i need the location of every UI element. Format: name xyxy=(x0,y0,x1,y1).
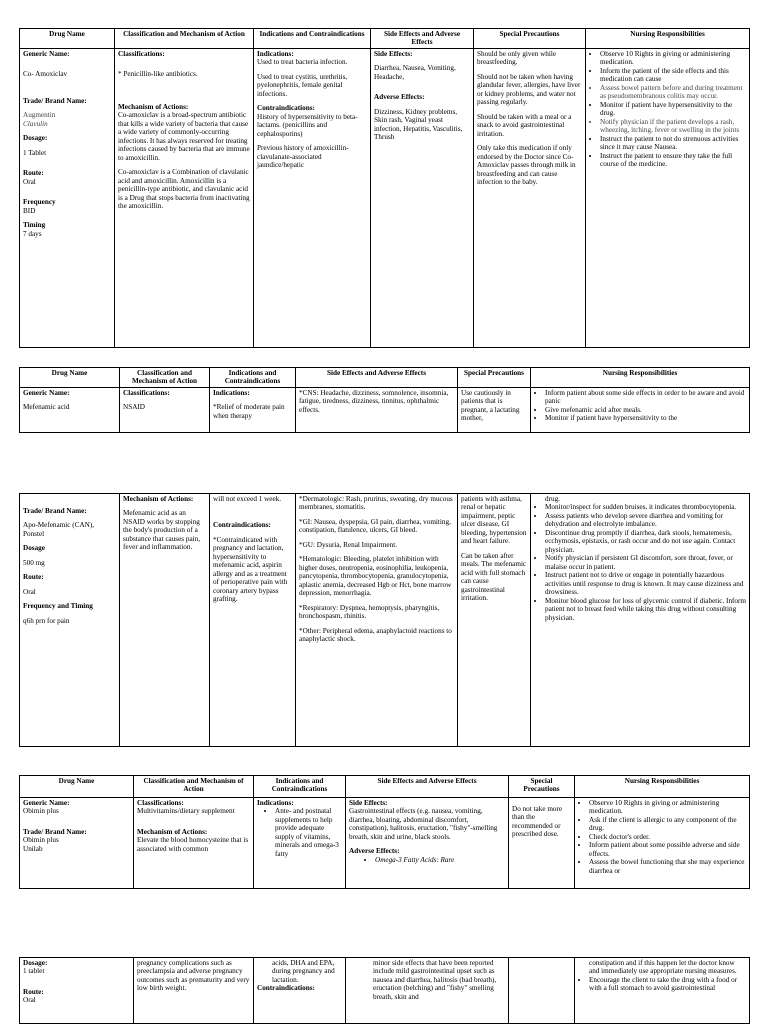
side-effects-cell xyxy=(346,958,509,1024)
class-label: Classifications: xyxy=(118,49,165,58)
header-precautions: Special Precautions xyxy=(509,776,575,798)
brand-label: Trade/ Brand Name: xyxy=(23,507,87,515)
header-side-effects: Side Effects and Adverse Effects xyxy=(371,29,474,49)
ae-label: Adverse Effects: xyxy=(374,93,425,102)
header-classification: Classification and Mechanism of Action xyxy=(134,776,254,798)
drug-table-mefenamic-2 xyxy=(19,493,750,747)
precautions-cell xyxy=(474,48,586,347)
header-drug-name: Drug Name xyxy=(20,29,115,49)
ind-label: Indications: xyxy=(257,49,294,58)
generic-value: Obimin plus xyxy=(23,807,59,816)
dosage-label: Dosage xyxy=(23,544,45,553)
brand-value-2: Clavulin xyxy=(23,119,48,128)
moa-text-1: Co-amoxiclav is a broad-spectrum antibiotic that kills a wide variety of bacteria that cause a wide variety of commonly-occurring infections. It has always reserved for treating infections caused by bacteria that are immune to amoxicillin. xyxy=(118,111,250,162)
ind-text-2: Used to treat cystitis, urethritis, pyelonephritis, female genital infections. xyxy=(257,72,348,98)
se-item: *GI: Nausea, dyspepsia, GI pain, diarrhea, vomiting, constipation, flatulence, ulcers, GI bleed. xyxy=(299,517,451,535)
list-item: • Assess bowel pattern before and during treatment as pseudomembranous colitis may occur. xyxy=(600,84,746,101)
frequency-label: Frequency and Timing xyxy=(23,602,93,611)
header-indications: Indications and Contraindications xyxy=(210,368,296,388)
nursing-cell xyxy=(531,494,750,747)
ae-list xyxy=(349,856,505,864)
header-precautions: Special Precautions xyxy=(474,29,586,49)
route-value: Oral xyxy=(23,177,36,186)
list-item: • Notify physician if the patient develops a rash, wheezing, itching, fever or swelling in the joints xyxy=(600,118,746,135)
list-item: • Monitor blood glucose for loss of glycemic control if diabetic. Inform patient not to breast feed while taking this drug without consulting physician. xyxy=(545,597,746,622)
se-item: *Other: Peripheral edema, anaphylactoid reactions to anaphylactic shock. xyxy=(299,626,452,644)
se-item: *Hematologic: Bleeding, platelet inhibition with higher doses, neutropenia, eosinophilia, leukopenia, pancytopenia, thrombocytopenia, granulocytopenia, aplastic anemia, decreased Hgb or Hct, bone marrow depression, menorrhagia. xyxy=(299,555,452,598)
dosage-label: Dosage: xyxy=(23,134,48,143)
generic-label: Generic Name: xyxy=(23,799,70,807)
list-item: • Assess patients who develop severe diarrhea and vomiting for dehydration and electrolyte imbalance. xyxy=(545,512,746,529)
ind-list xyxy=(257,807,342,858)
list-item: • Omega-3 Fatty Acids: Rare xyxy=(375,856,505,864)
nursing-list xyxy=(578,799,746,875)
list-item: • Monitor/inspect for sudden bruises, it indicates thrombocytopenia. xyxy=(545,503,746,511)
header-side-effects: Side Effects and Adverse Effects xyxy=(296,368,458,388)
list-item: • Instruct the patient to not do strenuous activities since it may cause Nausea. xyxy=(600,135,746,152)
se-label: Side Effects: xyxy=(374,49,413,58)
frequency-value: q6h prn for pain xyxy=(23,616,70,625)
side-effects-cell xyxy=(371,48,474,347)
sp-text-4: Only take this medication if only endorsed by the Doctor since Co-Amoxiclav passes through milk in breastfeeding and can cause infection to the baby. xyxy=(477,144,576,187)
ae-text: Dizziness, Kidney problems, Skin rash, Vaginal yeast infection, Hepatitis, Vasculitis, Thrush xyxy=(374,107,463,142)
list-item: • Notify physician if persistent GI discomfort, sore throat, fever, or malaise occur in patient. xyxy=(545,554,746,571)
drug-name-cell xyxy=(20,48,115,347)
header-classification: Classification and Mechanism of Action xyxy=(115,29,254,49)
list-item: • Observe 10 Rights in giving or administering medication. xyxy=(589,799,746,816)
contra-text-2: Previous history of amoxicillin-clavulanate-associated jaundice/hepatic xyxy=(257,144,349,170)
ind-label: Indications: xyxy=(257,799,294,807)
sp-text: Do not take more than the recommended or prescribed dose. xyxy=(512,805,563,839)
dosage-value: 1 Tablet xyxy=(23,148,47,157)
moa-text: Mefenamic acid as an NSAID works by stopping the body's production of a substance that causes pain, fever and inflammation. xyxy=(123,509,201,552)
drug-table-obimin-1 xyxy=(19,775,750,889)
drug-table-co-amoxiclav xyxy=(19,28,750,348)
nursing-cell xyxy=(586,48,750,347)
nursing-list xyxy=(534,503,746,622)
frequency-value: BID xyxy=(23,206,36,215)
drug-name-cell xyxy=(20,388,120,433)
classification-cell xyxy=(134,958,254,1024)
brand-label: Trade/ Brand Name: xyxy=(23,827,87,836)
moa-label: Mechanism of Actions: xyxy=(123,495,194,503)
ind-text: acids, DHA and EPA, during pregnancy and lactation. xyxy=(272,959,335,984)
se-text: Diarrhea, Nausea, Vomiting, Headache, xyxy=(374,64,456,81)
list-item: • Instruct patient not to drive or engage in potentially hazardous activities until response to drug is known. It may cause dizziness and drowsiness. xyxy=(545,571,746,596)
moa-label: Mechanism of Actions: xyxy=(137,827,208,836)
list-item: • Ante- and postnatal supplements to help provide adequate supply of vitamins, minerals and omega-3 fatty xyxy=(275,807,342,858)
nursing-list xyxy=(534,389,746,423)
route-value: Oral xyxy=(23,996,36,1005)
dosage-value: 1 tablet xyxy=(23,967,45,976)
route-value: Oral xyxy=(23,587,36,596)
timing-label: Timing xyxy=(23,221,46,230)
brand-value-1: Obimin plus xyxy=(23,836,59,845)
se-item: *Dermatologic: Rash, pruritus, sweating, dry mucous membranes, stomatitis. xyxy=(299,495,453,512)
side-effects-cell xyxy=(296,494,458,747)
sp-text-1: Should be only given while breastfeeding. xyxy=(477,49,557,67)
list-item: • Inform the patient of the side effects and this medication can cause xyxy=(600,67,746,84)
route-label: Route: xyxy=(23,573,44,582)
precautions-cell xyxy=(458,494,531,747)
drug-table-obimin-2 xyxy=(19,957,750,1024)
contra-label: Contraindications: xyxy=(257,984,315,993)
frequency-label: Frequency xyxy=(23,198,56,207)
nursing-lead: drug. xyxy=(545,495,560,503)
indications-cell xyxy=(254,48,371,347)
class-label: Classifications: xyxy=(137,799,184,807)
ind-text: *Relief of moderate pain when therapy xyxy=(213,403,285,420)
list-item: • Ask if the client is allergic to any component of the drug. xyxy=(589,816,746,833)
drug-name-cell xyxy=(20,798,134,889)
generic-label: Generic Name: xyxy=(23,389,70,397)
drug-table-mefenamic-1 xyxy=(19,367,750,433)
generic-value: Mefenamic acid xyxy=(23,403,70,412)
classification-cell xyxy=(115,48,254,347)
indications-cell xyxy=(254,958,346,1024)
header-side-effects: Side Effects and Adverse Effects xyxy=(346,776,509,798)
ind-text: will not exceed 1 week. xyxy=(213,495,282,503)
list-item: • Monitor if patient have hypersensitivity to the drug. xyxy=(600,101,746,118)
nursing-list xyxy=(589,50,746,169)
brand-label: Trade/ Brand Name: xyxy=(23,96,87,105)
route-label: Route: xyxy=(23,169,44,178)
header-nursing: Nursing Responsibilities xyxy=(586,29,750,49)
classification-cell xyxy=(134,798,254,889)
nursing-cell xyxy=(531,388,750,433)
header-drug-name: Drug Name xyxy=(20,368,120,388)
se-text: *CNS: Headache, dizziness, somnolence, insomnia, fatigue, tiredness, dizziness, tinnitus, ophthalmic effects. xyxy=(299,389,449,414)
se-item: *Respiratory: Dyspnea, hemoptysis, pharyngitis, bronchospasm, rhinitis. xyxy=(299,603,440,621)
classification-cell xyxy=(120,494,210,747)
list-item: • Instruct the patient to ensure they take the full course of the medicine. xyxy=(600,152,746,169)
drug-name-cell xyxy=(20,494,120,747)
class-text: * Penicillin-like antibiotics. xyxy=(118,70,198,79)
route-label: Route: xyxy=(23,987,44,996)
header-precautions: Special Precautions xyxy=(458,368,531,388)
moa-text: pregnancy complications such as preeclampsia and adverse pregnancy outcomes such as prematurity and very low birth weight. xyxy=(137,959,250,993)
side-effects-cell xyxy=(296,388,458,433)
nursing-cell xyxy=(575,958,750,1024)
contra-text-1: History of hypersensitivity to beta-lactams. (penicillins and cephalosporins) xyxy=(257,112,358,138)
moa-text-2: Co-amoxiclav is a Combination of clavulanic acid and amoxicillin. Amoxicillin is a penicillin-type antibiotic, and clavulanic acid is a Drug that stops bacteria from inactivating the amoxicillin. xyxy=(118,168,250,211)
ae-label: Adverse Effects: xyxy=(349,847,400,856)
nursing-lead: constipation and if this happen let the doctor know and immediately use appropriate nursing measures. xyxy=(589,959,737,976)
brand-value: Apo-Mefenamic (CAN), Ponstel xyxy=(23,521,95,538)
classification-cell xyxy=(120,388,210,433)
list-item: • Encourage the client to take the drug with a food or with a full stomach to avoid gastrointestinal xyxy=(589,976,746,993)
list-item: • Inform patient about some side effects in order to be aware and avoid panic xyxy=(545,389,746,406)
sp-text-2: Can be taken after meals. The mefenamic acid with full stomach can cause gastrointestinal irritation. xyxy=(461,551,527,603)
header-indications: Indications and Contraindications xyxy=(254,776,346,798)
nursing-list xyxy=(578,976,746,993)
sp-text: Use cautiously in patients that is pregnant, a lactating mother, xyxy=(461,389,520,423)
list-item: • Observe 10 Rights in giving or administering medication. xyxy=(600,50,746,67)
list-item: • Discontinue drug promptly if diarrhea, dark stools, hematemesis, ecchymosis, epistaxis, or rash occur and do not use again. Contact physician. xyxy=(545,529,746,554)
list-item: • Check doctor's order. xyxy=(589,833,746,841)
class-text: NSAID xyxy=(123,403,145,412)
header-nursing: Nursing Responsibilities xyxy=(531,368,750,388)
drug-name-cell xyxy=(20,958,134,1024)
precautions-cell xyxy=(509,798,575,889)
timing-value: 7 days xyxy=(23,229,42,238)
dosage-value: 500 mg xyxy=(23,558,45,567)
se-item: *GU: Dysuria, Renal Impairment. xyxy=(299,540,398,549)
moa-label: Mechanism of Actions: xyxy=(118,102,189,111)
se-text: minor side effects that have been reported include mild gastrointestinal upset such as nausea and diarrhea, halitosis (bad breath), eructation (belching) and "fishy" smelling breath, skin and xyxy=(373,959,497,1001)
brand-value-1: Augmentin xyxy=(23,111,56,120)
se-label: Side Effects: xyxy=(349,799,388,807)
header-classification: Classification and Mechanism of Action xyxy=(120,368,210,388)
indications-cell xyxy=(210,388,296,433)
side-effects-cell xyxy=(346,798,509,889)
list-item: • Inform patient about some possible adverse and side effects. xyxy=(589,841,746,858)
contra-label: Contraindications: xyxy=(213,521,271,530)
brand-value-2: Unilab xyxy=(23,844,43,853)
header-drug-name: Drug Name xyxy=(20,776,134,798)
list-item: • Assess the bowel functioning that she may experience diarrhea or xyxy=(589,858,746,875)
sp-text-2: Should not be taken when having glandular fever, allergies, have liver or kidney problems, and water not passing regularly. xyxy=(477,72,581,107)
moa-text: Elevate the blood homocysteine that is associated with common xyxy=(137,836,249,853)
dosage-label: Dosage: xyxy=(23,959,48,967)
precautions-cell xyxy=(509,958,575,1024)
sp-text-1: patients with asthma, renal or hepatic impairment, peptic ulcer disease, GI bleeding, hypertension and heart failure. xyxy=(461,495,527,546)
ind-text-1: Used to treat bacteria infection. xyxy=(257,58,348,67)
generic-label: Generic Name: xyxy=(23,49,70,58)
contra-label: Contraindications: xyxy=(257,104,315,113)
precautions-cell xyxy=(458,388,531,433)
nursing-cell xyxy=(575,798,750,889)
se-text: Gastrointestinal effects (e.g. nausea, vomiting, diarrhea, bloating, abdominal discomfort, constipation), halitosis, eructation, "fishy"-smelling breath, skin and urine, black stools. xyxy=(349,807,498,841)
indications-cell xyxy=(254,798,346,889)
ind-label: Indications: xyxy=(213,389,250,397)
header-indications: Indications and Contraindications xyxy=(254,29,371,49)
contra-text: *Contraindicated with pregnancy and lactation, hypersensitivity to mefenamic acid, aspirin allergy and as a treatment of perioperative pain with coronary artery bypass grafting. xyxy=(213,535,288,604)
header-nursing: Nursing Responsibilities xyxy=(575,776,750,798)
list-item: • Monitor if patient have hypersensitivity to the xyxy=(545,414,746,422)
class-text: Multivitamins/dietary supplement xyxy=(137,807,235,816)
indications-cell xyxy=(210,494,296,747)
generic-value: Co- Amoxiclav xyxy=(23,70,68,79)
class-label: Classifications: xyxy=(123,389,170,397)
list-item: • Give mefenamic acid after meals. xyxy=(545,406,746,414)
sp-text-3: Should be taken with a meal or a snack to avoid gastrointestinal irritation. xyxy=(477,112,572,138)
